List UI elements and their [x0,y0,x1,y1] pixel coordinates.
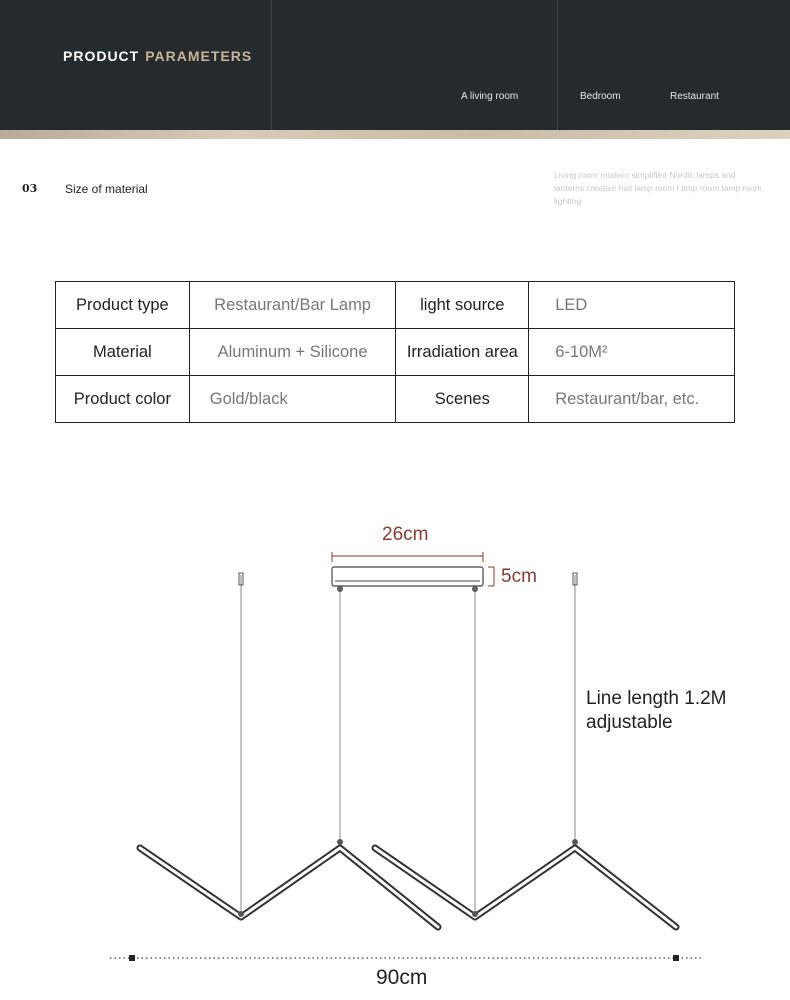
table-cell-value: 6-10M² [529,329,735,376]
header-gold-strip [0,130,790,139]
table-row [56,329,735,376]
dimension-label-height-5cm: 5cm [501,566,537,587]
section-title: Size of material [65,182,148,196]
table-cell-label: Material [56,329,190,376]
lamp-dimension-diagram [0,500,790,1000]
table-cell-value: Gold/black [189,376,396,423]
nav-link-bedroom[interactable]: Bedroom [580,91,621,102]
header-title-word-parameters: PARAMETERS [145,48,253,64]
section-number: 03 [22,182,38,195]
table-cell-value: Aluminum + Silicone [189,329,396,376]
table-cell-label: Irradiation area [396,329,529,376]
line-length-note [586,687,727,735]
header-title-word-product: PRODUCT [63,48,140,64]
parameters-table [55,281,735,423]
dimension-label-width-90cm: 90cm [376,966,428,989]
header-title [63,48,252,64]
section-description: Living room modern simplified Nordic lamps and lanterns creative hall lamp room l amp room lamp room lighting [554,170,762,206]
header-banner [0,0,790,130]
overall-width-marker-right [673,955,679,961]
table-cell-value: LED [529,282,735,329]
ceiling-canopy [332,567,483,586]
header-divider [557,0,558,130]
width-dimension-bracket [332,552,483,562]
dimension-label-width-26cm: 26cm [382,524,429,545]
table-cell-label: Product type [56,282,190,329]
nav-link-living-room[interactable]: A living room [461,91,519,102]
table-cell-value: Restaurant/bar, etc. [529,376,735,423]
overall-width-marker-left [129,955,135,961]
nav-link-restaurant[interactable]: Restaurant [670,91,719,102]
adjustable-text: adjustable [586,712,673,733]
table-cell-label: light source [396,282,529,329]
table-cell-label: Product color [56,376,190,423]
header-divider [271,0,272,130]
table-row [56,282,735,329]
table-cell-label: Scenes [396,376,529,423]
suspension-wires [241,575,575,914]
table-row [56,376,735,423]
height-dimension-bracket [488,567,494,586]
table-cell-value: Restaurant/Bar Lamp [189,282,396,329]
line-length-text: Line length 1.2M [586,688,727,709]
